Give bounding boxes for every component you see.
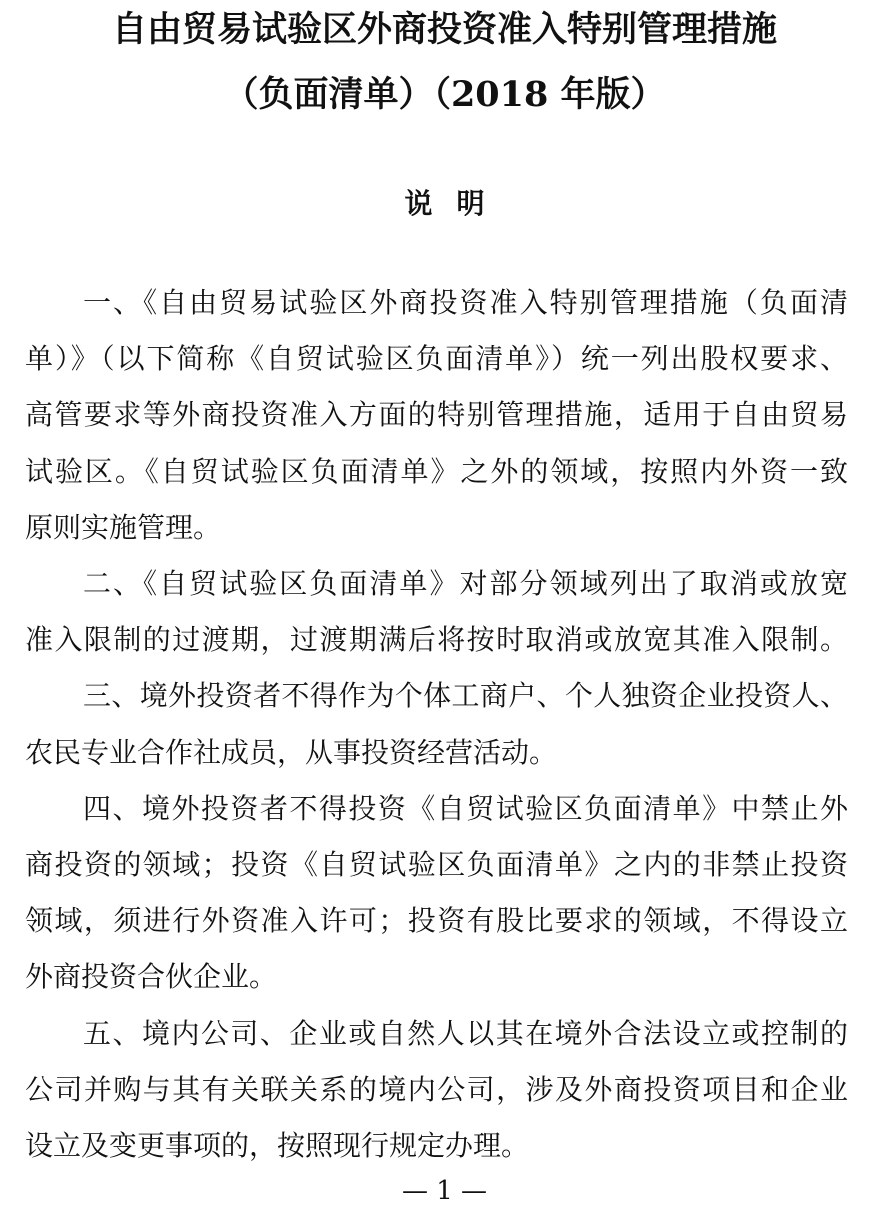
paragraph-5-line: 设立及变更事项的，按照现行规定办理。 — [25, 1129, 530, 1162]
document-title-line-2: （负面清单）（2018 年版） — [223, 74, 666, 115]
paragraph-1-line: 高管要求等外商投资准入方面的特别管理措施，适用于自由贸易 — [25, 398, 848, 432]
paragraph-4-line: 商投资的领域；投资《自贸试验区负面清单》之内的非禁止投资 — [25, 848, 848, 881]
page-number: — 1 — — [401, 1176, 488, 1206]
paragraph-1-line: 一、《自由贸易试验区外商投资准入特别管理措施（负面清 — [83, 286, 848, 319]
document-title-line-1: 自由贸易试验区外商投资准入特别管理措施 — [111, 9, 777, 50]
paragraph-2-line: 二、《自贸试验区负面清单》对部分领域列出了取消或放宽 — [83, 567, 848, 600]
paragraph-4-line: 四、境外投资者不得投资《自贸试验区负面清单》中禁止外 — [83, 791, 848, 825]
section-heading: 说明 — [404, 187, 509, 220]
paragraph-4-line: 外商投资合伙企业。 — [25, 960, 278, 994]
paragraph-4-line: 领域，须进行外资准入许可；投资有股比要求的领域，不得设立 — [25, 904, 848, 938]
paragraph-1-line: 单）》（以下简称《自贸试验区负面清单》）统一列出股权要求、 — [25, 342, 848, 376]
paragraph-2-line: 准入限制的过渡期，过渡期满后将按时取消或放宽其准入限制。 — [25, 623, 848, 657]
paragraph-5-line: 公司并购与其有关联关系的境内公司，涉及外商投资项目和企业 — [25, 1072, 848, 1106]
paragraph-1-line: 原则实施管理。 — [25, 510, 222, 544]
paragraph-3-line: 农民专业合作社成员，从事投资经营活动。 — [25, 735, 558, 769]
paragraph-3-line: 三、境外投资者不得作为个体工商户、个人独资企业投资人、 — [83, 679, 848, 713]
paragraph-1-line: 试验区。《自贸试验区负面清单》之外的领域，按照内外资一致 — [25, 454, 848, 488]
paragraph-5-line: 五、境内公司、企业或自然人以其在境外合法设立或控制的 — [83, 1016, 848, 1050]
